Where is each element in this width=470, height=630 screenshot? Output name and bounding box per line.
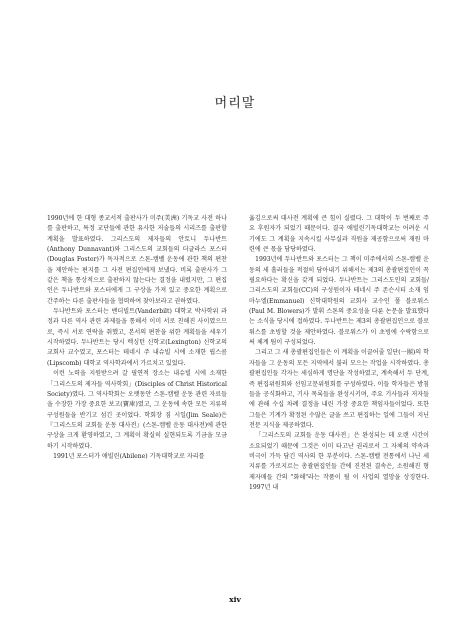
paragraph: 1991년 포스터가 애빌린(Abilene) 기독대학교로 자리를 <box>53 452 205 460</box>
left-column <box>47 214 227 462</box>
paragraph: 두나반트와 포스터는 밴더빌트(Vanderbilt) 대학교 박사학위 과정과 다른 역사 관련 과제들을 통해서 이미 서로 친해진 사이였으므로, 즉시 서로 연락을 취했고, 본서의 편찬을 위한 계획들을 세우기 시작하였다. 두나반트는 당시 렉싱턴 신학교(Lexington) 신학교의 교회사 교수였고, 포스터는 테네시 주 내슈빌 시에 소재한 립스콤(Lipscomb) 대학교 역사학과에서 가르치고 있었다. <box>47 308 227 367</box>
right-column <box>249 214 429 493</box>
paragraph: 「그리스도의 교회들 운동 대사전」은 완성되는 데 오랜 시간이 소요되었기 때문에 그것은 이미 타고난 권리로서 그 자체의 약속과 비극이 가득 담긴 역사의 한 부분이다. 스톤-캠벨 전통에서 나닌 세 지류를 가로지르는 총괄편집인들 간에 진전된 결속은, 소원해진 형제자매들 간의 "화해"라는 작품이 될 이 사업의 열망을 상징한다. 1997년 내 <box>249 432 429 491</box>
paragraph: 1990년에 한 대형 종교서적 출판사가 미주(美洲) 기독교 사전 하나를 출판하고, 특정 교단들에 관한 유사한 저술들의 시리즈를 출판할 계획을 발표하였다. 그리스도의 제자들의 안토니 두나반트(Anthony Dunnavant)와 그리스도의 교회들의 더글라스 포스터(Douglas Foster)가 독자적으로 스톤-캠벨 운동에 관한 책의 편찬을 제안하는 편지를 그 사전 편집인에게 보냈다. 비록 출판사가 그 같은 책을 통상적으로 출판하지 않는다는 결정을 내렸지만, 그 편집인은 두나반트와 포스터에게 그 구상을 가져 있고 중요한 계획으로 간주하는 다른 출판사들을 협력하여 찾아보라고 권하였다. <box>47 215 227 305</box>
page-title: 머리말 <box>214 96 256 111</box>
paragraph: 옮김으로써 대사전 계획에 큰 힘이 실렸다. 그 대학이 두 번째로 주요 후원자가 되었기 때문이다. 결국 애빌린기독대학교는 어려운 시기에도 그 계획을 지속시킬 사무실과 직원을 제공함으로써 재원 마련에 큰 몫을 담당하였다. <box>249 215 429 254</box>
paragraph: 그리고 그 새 총괄편집인들은 이 계획을 이끌어줄 일단(一團)의 학자들을 그 운동의 모든 지역에서 불러 모으는 작업을 시작하였다. 총괄편집인들 각자는 세심하게 명단을 작성하였고, 계속해서 두 단계, 즉 편집위원회와 선임고문위원회를 구성하였다. 이들 학자들은 방침들을 공식화하고, 기사 목록들을 완성시키며, 주요 기사들과 저자들에 관해 수십 차례 결정을 내린 가장 중요한 책임자들이었다. 또한 그들은 기계가 확정된 수많은 글을 쓰고 편집하는 일에 그들이 지닌 전문 지식을 제공하였다. <box>249 349 429 429</box>
paragraph: 이런 노력을 지원받으려 갈 필연적 장소는 내슈빌 시에 소재한 「그리스도의 제자들 역사학회」(Disciples of Christ Historical Society)였다. 그 역사학회는 오랫동안 스톤-캠벨 운동 관련 자료들을 수장한 가장 중요한 보고(寶庫)였고, 그 운동에 속한 모든 지류의 구성원들을 반기고 섬긴 곳이었다. 학회장 짐 시일(Jim Seale)은 『그리스도의 교회들 운동 대사전』(스톤-캠벨 운동 대사전)에 관한 구상을 크게 환영하였고, 그 계획이 확실히 실현되도록 기금을 모금하기 시작하였다. <box>47 370 227 450</box>
page-number: xiv <box>229 595 241 604</box>
paragraph: 1993년에 두나반트와 포스터는 그 책이 미주에서의 스톤-캠벨 운동의 세 흘러들을 적절히 담아내기 위해서는 제3의 총괄편집인이 꼭 필요하다는 확신을 갖게 되었다. 두나반트는 그리스도인의 교회들/그리스도의 교회들(CC)의 구성원이자 테네시 주 존슨시티 소재 임마누엘(Emmanuel) 신학대학원의 교회사 교수인 폴 블로워스(Paul M. Blowers)가 발휘 스톤의 중요성을 다룬 논문을 발표했다는 소식을 당시에 접하였다. 두나반트는 제3의 총괄편집인으로 블로워스를 초빙할 것을 제안하였다. 블로워스가 이 초빙에 수락함으로써 체계 팀이 구성되었다. <box>249 256 429 347</box>
